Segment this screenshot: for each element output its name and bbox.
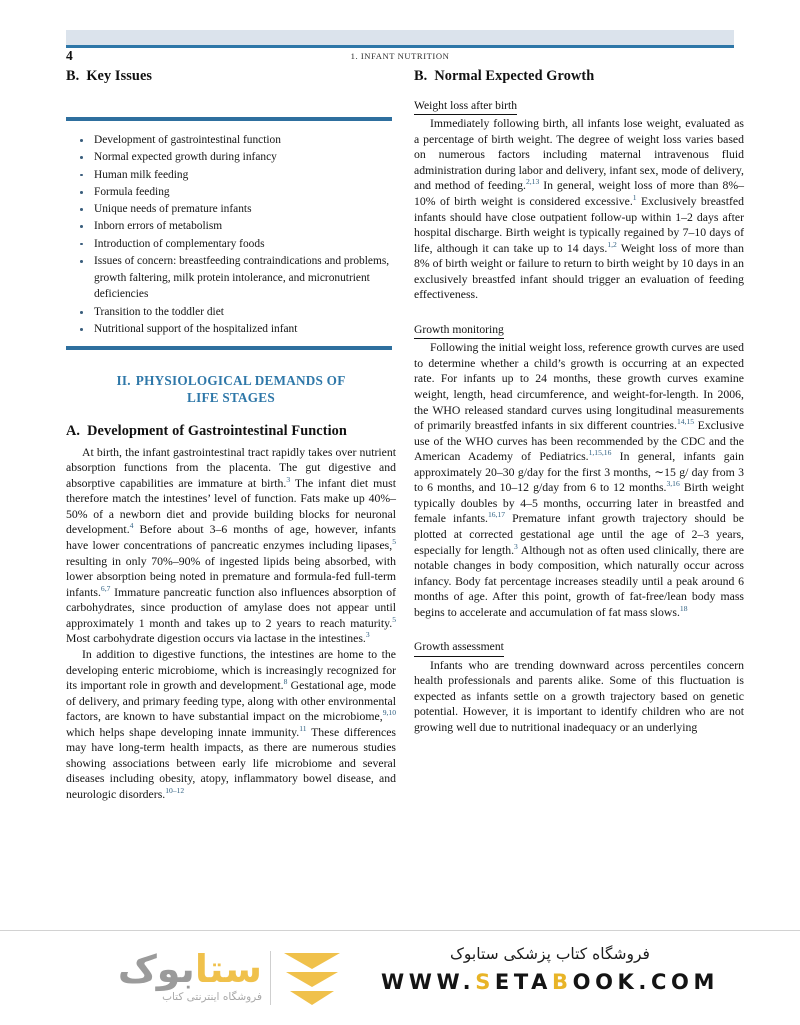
heading-gi-function: [66, 423, 396, 441]
url-part-www: WWW.: [381, 970, 476, 995]
reference-superscript: 6,7: [100, 583, 111, 593]
reference-superscript: 5: [392, 614, 396, 624]
heading-normal-growth-letter: B.: [414, 68, 428, 84]
reference-superscript: 16,17: [487, 510, 506, 520]
key-issues-list-item: Nutritional support of the hospitalized infant: [66, 321, 390, 338]
reference-superscript: 14,15: [676, 417, 695, 427]
logo-divider: [270, 951, 271, 1005]
paragraph-growth-assessment: Infants who are trending downward across percentiles concern health professionals and parents alike. Some of this fluctuation is expected as infants settle on a growth trajectory based on genetic potential. However, it is important to identify children who are not growing well due to nutritional inadequacy or an underlying: [414, 658, 744, 734]
reference-superscript: 3,16: [666, 479, 680, 489]
heading-roman-section: [66, 372, 396, 407]
key-issues-list-item: Introduction of complementary foods: [66, 236, 390, 253]
url-part-b: B: [552, 970, 573, 995]
url-part-ookcom: OOK.COM: [572, 970, 719, 995]
key-issues-list-item: Human milk feeding: [66, 167, 390, 184]
reference-superscript: 1,2: [607, 239, 617, 249]
setabook-logo[interactable]: [72, 941, 332, 1017]
paragraph-growth-monitoring: Following the initial weight loss, reference growth curves are used to determine whether a child’s growth is occurring at an expected rate. For infants up to 24 months, these growth curves examine weight, length, head circumference, and weight-for-length. In 2006, the WHO released standard curves using longitudinal measurements of primarily breastfed infants in six different countries.$^{14,15}$ Exclusive use of the WHO curves has been recommended by the CDC and the American Academy of Pediatrics.$^{1,15,16}$ In general, infants gain approximately 20‒30 g/day for the first 3 months, ∼15 g/ day from 3 to 6 months, and 10‒12 g/day from 6 to 12 months.$^{3,16}$ Birth weight typically doubles by 4‒5 months, occurring later in breastfed and female infants.$^{16,17}$ Premature infant growth trajectory should be plotted at corrected gestational age until the age of 2‒3 years, especially for length.$^3$ Although not as often used clinically, there are notable changes in body composition, which naturally occur across infancy. Body fat percentage increases steadily until a peak around 6 months of age. After this point, growth of fat-free/lean body mass begins to accelerate and accumulation of fat mass slows.$^{18}$: [414, 341, 744, 619]
reference-superscript: 8: [283, 677, 288, 687]
key-issues-list-item: Issues of concern: breastfeeding contraindications and problems, growth faltering, milk protein intolerance, and micronutrient deficiencies: [66, 253, 390, 303]
key-issues-list-item: Development of gastrointestinal function: [66, 132, 390, 149]
key-issues-list-item: Transition to the toddler diet: [66, 304, 390, 321]
heading-normal-growth-label: Normal Expected Growth: [434, 68, 595, 84]
reference-superscript: 4: [129, 521, 134, 531]
heading-roman-line1: [66, 372, 396, 389]
logo-word-yellow: ستا: [194, 947, 262, 991]
reference-superscript: 3: [365, 630, 370, 640]
paragraph-gi-development: At birth, the infant gastrointestinal tract rapidly takes over nutrient absorption functions from the placenta. The gut digestive and absorptive capabilities are immature at birth.$^3$ The infant diet must therefore match the intestines’ level of function. Fats make up 40%‒50% of a newborn diet and provide building blocks for neuronal development.$^4$ Before about 3‒6 months of age, however, infants have lower concentrations of pancreatic enzymes including lipases,$^5$ resulting in only 70%‒90% of ingested lipids being absorbed, with lower absorption being noted in premature and formula-fed full-term infants.$^{6,7}$ Immature pancreatic function also influences absorption of carbohydrates, since production of amylase does not appear until approximately 1 month and takes up to 2 years to reach maturity.$^5$ Most carbohydrate digestion occurs via lactase in the intestines.$^3$: [66, 445, 396, 646]
brand-website-url[interactable]: [330, 970, 770, 994]
heading-roman-number: II.: [116, 372, 131, 388]
heading-roman-line2: LIFE STAGES: [187, 390, 275, 406]
key-issues-list-item: Normal expected growth during infancy: [66, 149, 390, 166]
reference-superscript: 2,13: [525, 177, 540, 187]
heading-key-issues-label: Key Issues: [86, 68, 153, 84]
subheading-weight-loss: Weight loss after birth: [414, 99, 517, 115]
header-decor-band: [66, 30, 734, 45]
paragraph-microbiome: In addition to digestive functions, the intestines are home to the developing enteric microbiome, which is increasingly recognized for its important role in growth and development.$^8$ Gestational age, mode of delivery, and primary feeding type, along with other environmental factors, are known to have substantial impact on the microbiome,$^{9,10}$ which helps shape developing innate immunity.$^{11}$ These differences may have long-term health impacts, as there are numerous studies showing associations between early life microbiome and several diseases including obesity, atopy, inflammatory bowel disease, and neurologic disorders.$^{10‒12}$: [66, 647, 396, 801]
heading-normal-growth: [414, 68, 744, 86]
subheading-growth-monitoring: Growth monitoring: [414, 323, 504, 339]
reference-superscript: 9,10: [382, 708, 396, 718]
reference-superscript: 1,15,16: [588, 448, 612, 458]
left-column: [66, 68, 396, 803]
setabook-logo-wordmark: [72, 947, 262, 991]
reference-superscript: 3: [514, 541, 518, 551]
page-number: 4: [66, 48, 73, 63]
subheading-growth-assessment: Growth assessment: [414, 640, 504, 656]
url-part-s: S: [475, 970, 495, 995]
footer-brand-strip: [0, 930, 800, 1025]
heading-gi-label: Development of Gastrointestinal Function: [87, 422, 347, 439]
reference-superscript: 10‒12: [165, 786, 185, 796]
setabook-logo-subtitle: فروشگاه اینترنتی کتاب: [162, 991, 262, 1003]
reference-superscript: 18: [679, 603, 688, 613]
key-issues-list-item: Inborn errors of metabolism: [66, 218, 390, 235]
right-column: [414, 68, 744, 736]
logo-word-grey: بوک: [117, 947, 195, 991]
url-part-eta: ETA: [494, 970, 553, 995]
reference-superscript: 5: [392, 537, 396, 547]
key-issues-rule-top: [66, 117, 392, 121]
brand-farsi-text: فروشگاه کتاب پزشکی ستابوک: [450, 945, 650, 963]
key-issues-list-item: Formula feeding: [66, 184, 390, 201]
heading-gi-letter: A.: [66, 422, 81, 439]
key-issues-box: [66, 117, 396, 350]
reference-superscript: 1: [632, 193, 637, 203]
chapter-running-title: 1. INFANT NUTRITION: [350, 51, 450, 61]
heading-key-issues-letter: B.: [66, 68, 80, 84]
running-head: [66, 48, 734, 66]
paragraph-weight-loss: Immediately following birth, all infants lose weight, evaluated as a percentage of birth weight. The degree of weight loss varies based on numerous factors including maternal intravenous fluid administration during labor and delivery, infant sex, mode of delivery, and method of feeding.$^{2,13}$ In general, weight loss of more than 8%‒10% of birth weight is considered excessive.$^1$ Exclusively breastfed infants should have close outpatient follow-up within 1‒2 days after hospital discharge. Birth weight is typically regained by 7‒10 days of life, although it can take up to 14 days.$^{1,2}$ Weight loss of more than 8% of birth weight or failure to return to birth weight by 10 days in an exclusively breastfed infant should trigger an evaluation of feeding effectiveness.: [414, 117, 744, 302]
heading-key-issues: [66, 68, 396, 86]
heading-roman-text1: PHYSIOLOGICAL DEMANDS OF: [135, 372, 346, 388]
brand-right-block: [330, 943, 770, 994]
reference-superscript: 11: [299, 723, 307, 733]
key-issues-list-item: Unique needs of premature infants: [66, 201, 390, 218]
key-issues-list: [66, 132, 396, 338]
reference-superscript: 3: [286, 474, 291, 484]
